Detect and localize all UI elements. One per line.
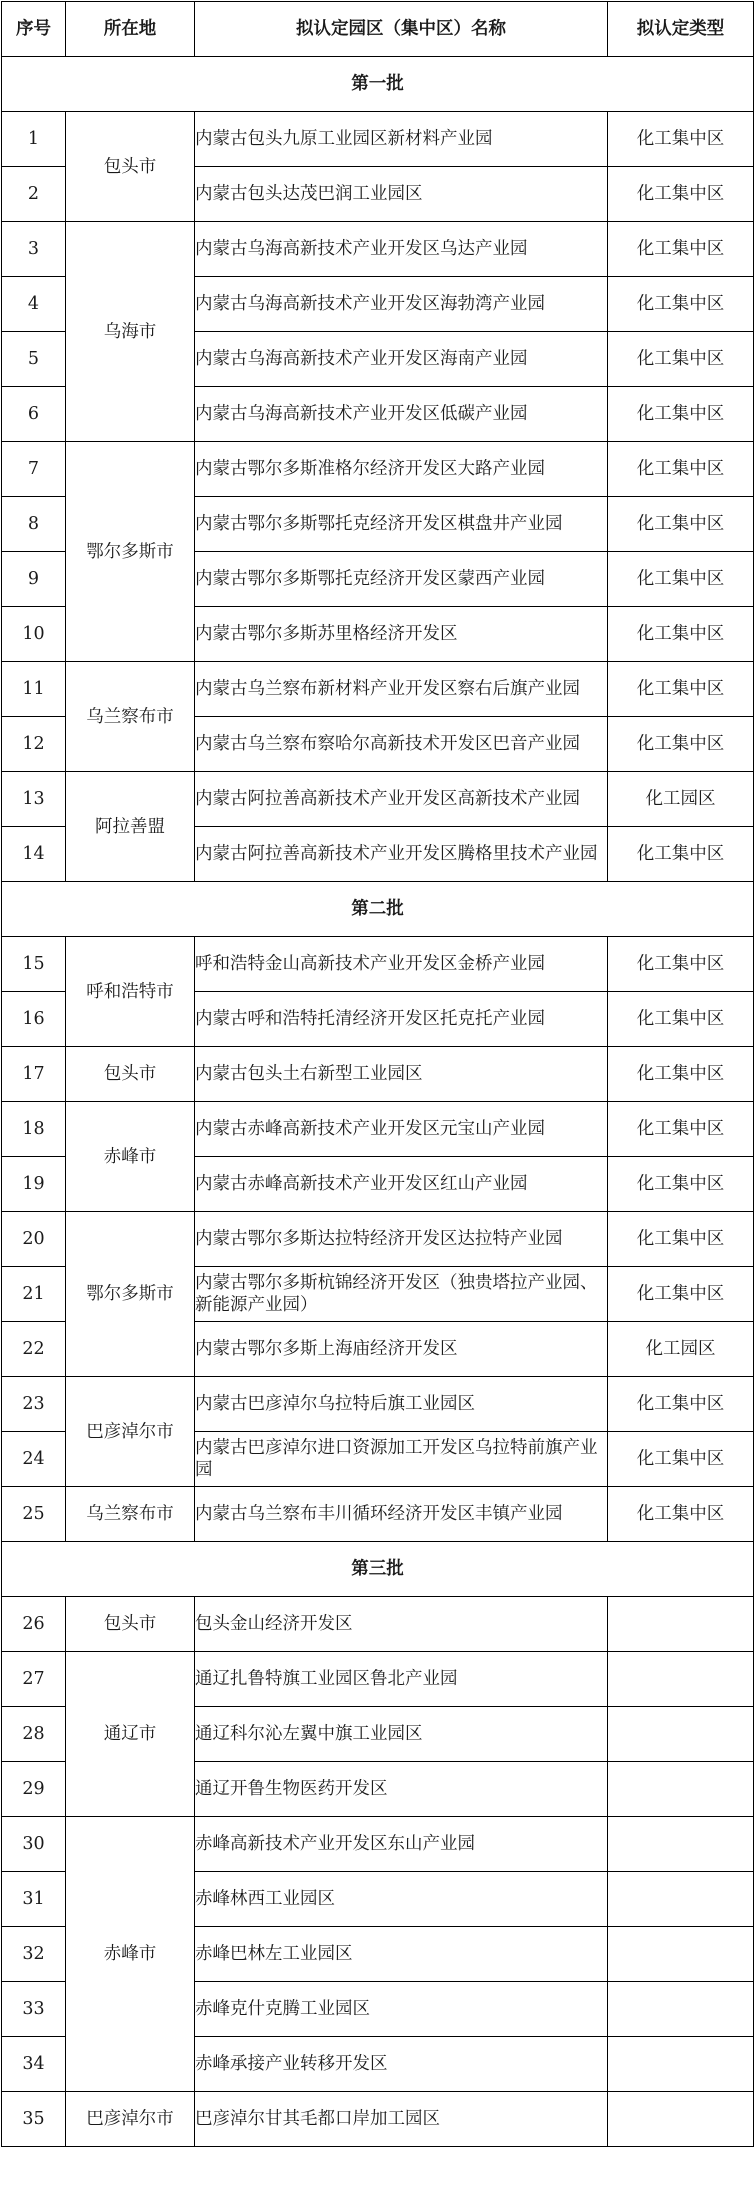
header-name: 拟认定园区（集中区）名称 bbox=[195, 2, 608, 57]
header-row bbox=[2, 2, 754, 57]
row-number: 21 bbox=[2, 1267, 66, 1322]
row-city: 巴彦淖尔市 bbox=[66, 2092, 195, 2147]
table-row bbox=[2, 222, 754, 277]
row-park-name: 内蒙古包头九原工业园区新材料产业园 bbox=[195, 112, 608, 167]
row-number: 4 bbox=[2, 277, 66, 332]
row-park-name: 内蒙古鄂尔多斯上海庙经济开发区 bbox=[195, 1322, 608, 1377]
row-park-name: 内蒙古鄂尔多斯杭锦经济开发区（独贵塔拉产业园、新能源产业园） bbox=[195, 1267, 608, 1322]
row-type bbox=[608, 1762, 754, 1817]
table-row bbox=[2, 1377, 754, 1432]
batch-header-row bbox=[2, 57, 754, 112]
header-type: 拟认定类型 bbox=[608, 2, 754, 57]
row-city: 鄂尔多斯市 bbox=[66, 442, 195, 662]
row-park-name: 内蒙古阿拉善高新技术产业开发区腾格里技术产业园 bbox=[195, 827, 608, 882]
row-city: 包头市 bbox=[66, 1047, 195, 1102]
row-number: 19 bbox=[2, 1157, 66, 1212]
row-type: 化工集中区 bbox=[608, 1487, 754, 1542]
row-number: 1 bbox=[2, 112, 66, 167]
row-park-name: 赤峰克什克腾工业园区 bbox=[195, 1982, 608, 2037]
row-number: 5 bbox=[2, 332, 66, 387]
table-row bbox=[2, 1212, 754, 1267]
table-row bbox=[2, 112, 754, 167]
row-park-name: 内蒙古乌海高新技术产业开发区海南产业园 bbox=[195, 332, 608, 387]
row-park-name: 内蒙古鄂尔多斯苏里格经济开发区 bbox=[195, 607, 608, 662]
row-city: 乌兰察布市 bbox=[66, 662, 195, 772]
row-park-name: 内蒙古乌兰察布察哈尔高新技术开发区巴音产业园 bbox=[195, 717, 608, 772]
row-type bbox=[608, 2037, 754, 2092]
batch-header-row bbox=[2, 882, 754, 937]
row-park-name: 内蒙古阿拉善高新技术产业开发区高新技术产业园 bbox=[195, 772, 608, 827]
row-type bbox=[608, 1927, 754, 1982]
row-type bbox=[608, 1707, 754, 1762]
row-number: 14 bbox=[2, 827, 66, 882]
row-type: 化工集中区 bbox=[608, 662, 754, 717]
table-row bbox=[2, 662, 754, 717]
row-type: 化工集中区 bbox=[608, 607, 754, 662]
row-type: 化工集中区 bbox=[608, 552, 754, 607]
row-park-name: 呼和浩特金山高新技术产业开发区金桥产业园 bbox=[195, 937, 608, 992]
batch-header-row bbox=[2, 1542, 754, 1597]
row-park-name: 内蒙古鄂尔多斯达拉特经济开发区达拉特产业园 bbox=[195, 1212, 608, 1267]
row-type: 化工集中区 bbox=[608, 827, 754, 882]
row-city: 赤峰市 bbox=[66, 1817, 195, 2092]
row-park-name: 内蒙古巴彦淖尔乌拉特后旗工业园区 bbox=[195, 1377, 608, 1432]
table-body bbox=[2, 57, 754, 2147]
table-row bbox=[2, 1487, 754, 1542]
row-number: 31 bbox=[2, 1872, 66, 1927]
row-park-name: 赤峰承接产业转移开发区 bbox=[195, 2037, 608, 2092]
row-park-name: 内蒙古乌海高新技术产业开发区海勃湾产业园 bbox=[195, 277, 608, 332]
row-park-name: 内蒙古乌兰察布丰川循环经济开发区丰镇产业园 bbox=[195, 1487, 608, 1542]
row-number: 10 bbox=[2, 607, 66, 662]
row-type: 化工集中区 bbox=[608, 167, 754, 222]
row-park-name: 赤峰巴林左工业园区 bbox=[195, 1927, 608, 1982]
row-city: 鄂尔多斯市 bbox=[66, 1212, 195, 1377]
row-number: 8 bbox=[2, 497, 66, 552]
row-type: 化工集中区 bbox=[608, 332, 754, 387]
row-number: 11 bbox=[2, 662, 66, 717]
row-type bbox=[608, 1817, 754, 1872]
row-type bbox=[608, 2092, 754, 2147]
row-type: 化工集中区 bbox=[608, 937, 754, 992]
row-number: 27 bbox=[2, 1652, 66, 1707]
table-row bbox=[2, 1652, 754, 1707]
row-number: 22 bbox=[2, 1322, 66, 1377]
row-city: 乌兰察布市 bbox=[66, 1487, 195, 1542]
header-no: 序号 bbox=[2, 2, 66, 57]
row-number: 18 bbox=[2, 1102, 66, 1157]
row-type bbox=[608, 1652, 754, 1707]
row-number: 16 bbox=[2, 992, 66, 1047]
row-type: 化工集中区 bbox=[608, 497, 754, 552]
row-park-name: 内蒙古乌兰察布新材料产业开发区察右后旗产业园 bbox=[195, 662, 608, 717]
row-number: 2 bbox=[2, 167, 66, 222]
row-type: 化工集中区 bbox=[608, 112, 754, 167]
row-number: 32 bbox=[2, 1927, 66, 1982]
row-park-name: 赤峰林西工业园区 bbox=[195, 1872, 608, 1927]
row-city: 乌海市 bbox=[66, 222, 195, 442]
table-row bbox=[2, 772, 754, 827]
row-number: 12 bbox=[2, 717, 66, 772]
row-number: 9 bbox=[2, 552, 66, 607]
row-number: 26 bbox=[2, 1597, 66, 1652]
row-number: 35 bbox=[2, 2092, 66, 2147]
row-city: 巴彦淖尔市 bbox=[66, 1377, 195, 1487]
row-number: 15 bbox=[2, 937, 66, 992]
row-park-name: 内蒙古鄂尔多斯准格尔经济开发区大路产业园 bbox=[195, 442, 608, 497]
batch-title: 第一批 bbox=[2, 57, 754, 112]
row-city: 阿拉善盟 bbox=[66, 772, 195, 882]
row-type: 化工集中区 bbox=[608, 1377, 754, 1432]
row-type bbox=[608, 1872, 754, 1927]
table-row bbox=[2, 1817, 754, 1872]
row-park-name: 内蒙古乌海高新技术产业开发区乌达产业园 bbox=[195, 222, 608, 277]
row-park-name: 赤峰高新技术产业开发区东山产业园 bbox=[195, 1817, 608, 1872]
row-number: 6 bbox=[2, 387, 66, 442]
row-number: 20 bbox=[2, 1212, 66, 1267]
row-city: 通辽市 bbox=[66, 1652, 195, 1817]
header-city: 所在地 bbox=[66, 2, 195, 57]
row-number: 24 bbox=[2, 1432, 66, 1487]
row-park-name: 通辽开鲁生物医药开发区 bbox=[195, 1762, 608, 1817]
row-park-name: 内蒙古乌海高新技术产业开发区低碳产业园 bbox=[195, 387, 608, 442]
row-park-name: 通辽扎鲁特旗工业园区鲁北产业园 bbox=[195, 1652, 608, 1707]
row-type: 化工集中区 bbox=[608, 442, 754, 497]
row-type: 化工集中区 bbox=[608, 1212, 754, 1267]
row-park-name: 内蒙古鄂尔多斯鄂托克经济开发区棋盘井产业园 bbox=[195, 497, 608, 552]
batch-title: 第二批 bbox=[2, 882, 754, 937]
row-number: 33 bbox=[2, 1982, 66, 2037]
row-type: 化工集中区 bbox=[608, 1102, 754, 1157]
row-type: 化工集中区 bbox=[608, 1047, 754, 1102]
table-row bbox=[2, 1597, 754, 1652]
row-type: 化工集中区 bbox=[608, 1432, 754, 1487]
row-type: 化工园区 bbox=[608, 1322, 754, 1377]
row-type: 化工园区 bbox=[608, 772, 754, 827]
row-city: 包头市 bbox=[66, 112, 195, 222]
row-number: 29 bbox=[2, 1762, 66, 1817]
row-city: 赤峰市 bbox=[66, 1102, 195, 1212]
row-park-name: 内蒙古赤峰高新技术产业开发区元宝山产业园 bbox=[195, 1102, 608, 1157]
table-row bbox=[2, 2092, 754, 2147]
row-type: 化工集中区 bbox=[608, 717, 754, 772]
park-table bbox=[1, 1, 754, 2147]
row-park-name: 内蒙古赤峰高新技术产业开发区红山产业园 bbox=[195, 1157, 608, 1212]
table-row bbox=[2, 442, 754, 497]
row-number: 3 bbox=[2, 222, 66, 277]
row-number: 30 bbox=[2, 1817, 66, 1872]
row-type: 化工集中区 bbox=[608, 1267, 754, 1322]
row-number: 13 bbox=[2, 772, 66, 827]
row-type bbox=[608, 1597, 754, 1652]
row-number: 34 bbox=[2, 2037, 66, 2092]
row-park-name: 巴彦淖尔甘其毛都口岸加工园区 bbox=[195, 2092, 608, 2147]
table-row bbox=[2, 1102, 754, 1157]
row-park-name: 内蒙古包头达茂巴润工业园区 bbox=[195, 167, 608, 222]
row-park-name: 内蒙古巴彦淖尔进口资源加工开发区乌拉特前旗产业园 bbox=[195, 1432, 608, 1487]
row-type bbox=[608, 1982, 754, 2037]
row-type: 化工集中区 bbox=[608, 387, 754, 442]
row-number: 7 bbox=[2, 442, 66, 497]
table-row bbox=[2, 937, 754, 992]
row-number: 25 bbox=[2, 1487, 66, 1542]
table-row bbox=[2, 1047, 754, 1102]
batch-title: 第三批 bbox=[2, 1542, 754, 1597]
row-city: 包头市 bbox=[66, 1597, 195, 1652]
row-number: 17 bbox=[2, 1047, 66, 1102]
row-number: 28 bbox=[2, 1707, 66, 1762]
row-park-name: 通辽科尔沁左翼中旗工业园区 bbox=[195, 1707, 608, 1762]
row-number: 23 bbox=[2, 1377, 66, 1432]
row-park-name: 包头金山经济开发区 bbox=[195, 1597, 608, 1652]
row-park-name: 内蒙古鄂尔多斯鄂托克经济开发区蒙西产业园 bbox=[195, 552, 608, 607]
row-type: 化工集中区 bbox=[608, 222, 754, 277]
row-type: 化工集中区 bbox=[608, 992, 754, 1047]
row-park-name: 内蒙古包头土右新型工业园区 bbox=[195, 1047, 608, 1102]
row-type: 化工集中区 bbox=[608, 277, 754, 332]
row-type: 化工集中区 bbox=[608, 1157, 754, 1212]
row-park-name: 内蒙古呼和浩特托清经济开发区托克托产业园 bbox=[195, 992, 608, 1047]
row-city: 呼和浩特市 bbox=[66, 937, 195, 1047]
